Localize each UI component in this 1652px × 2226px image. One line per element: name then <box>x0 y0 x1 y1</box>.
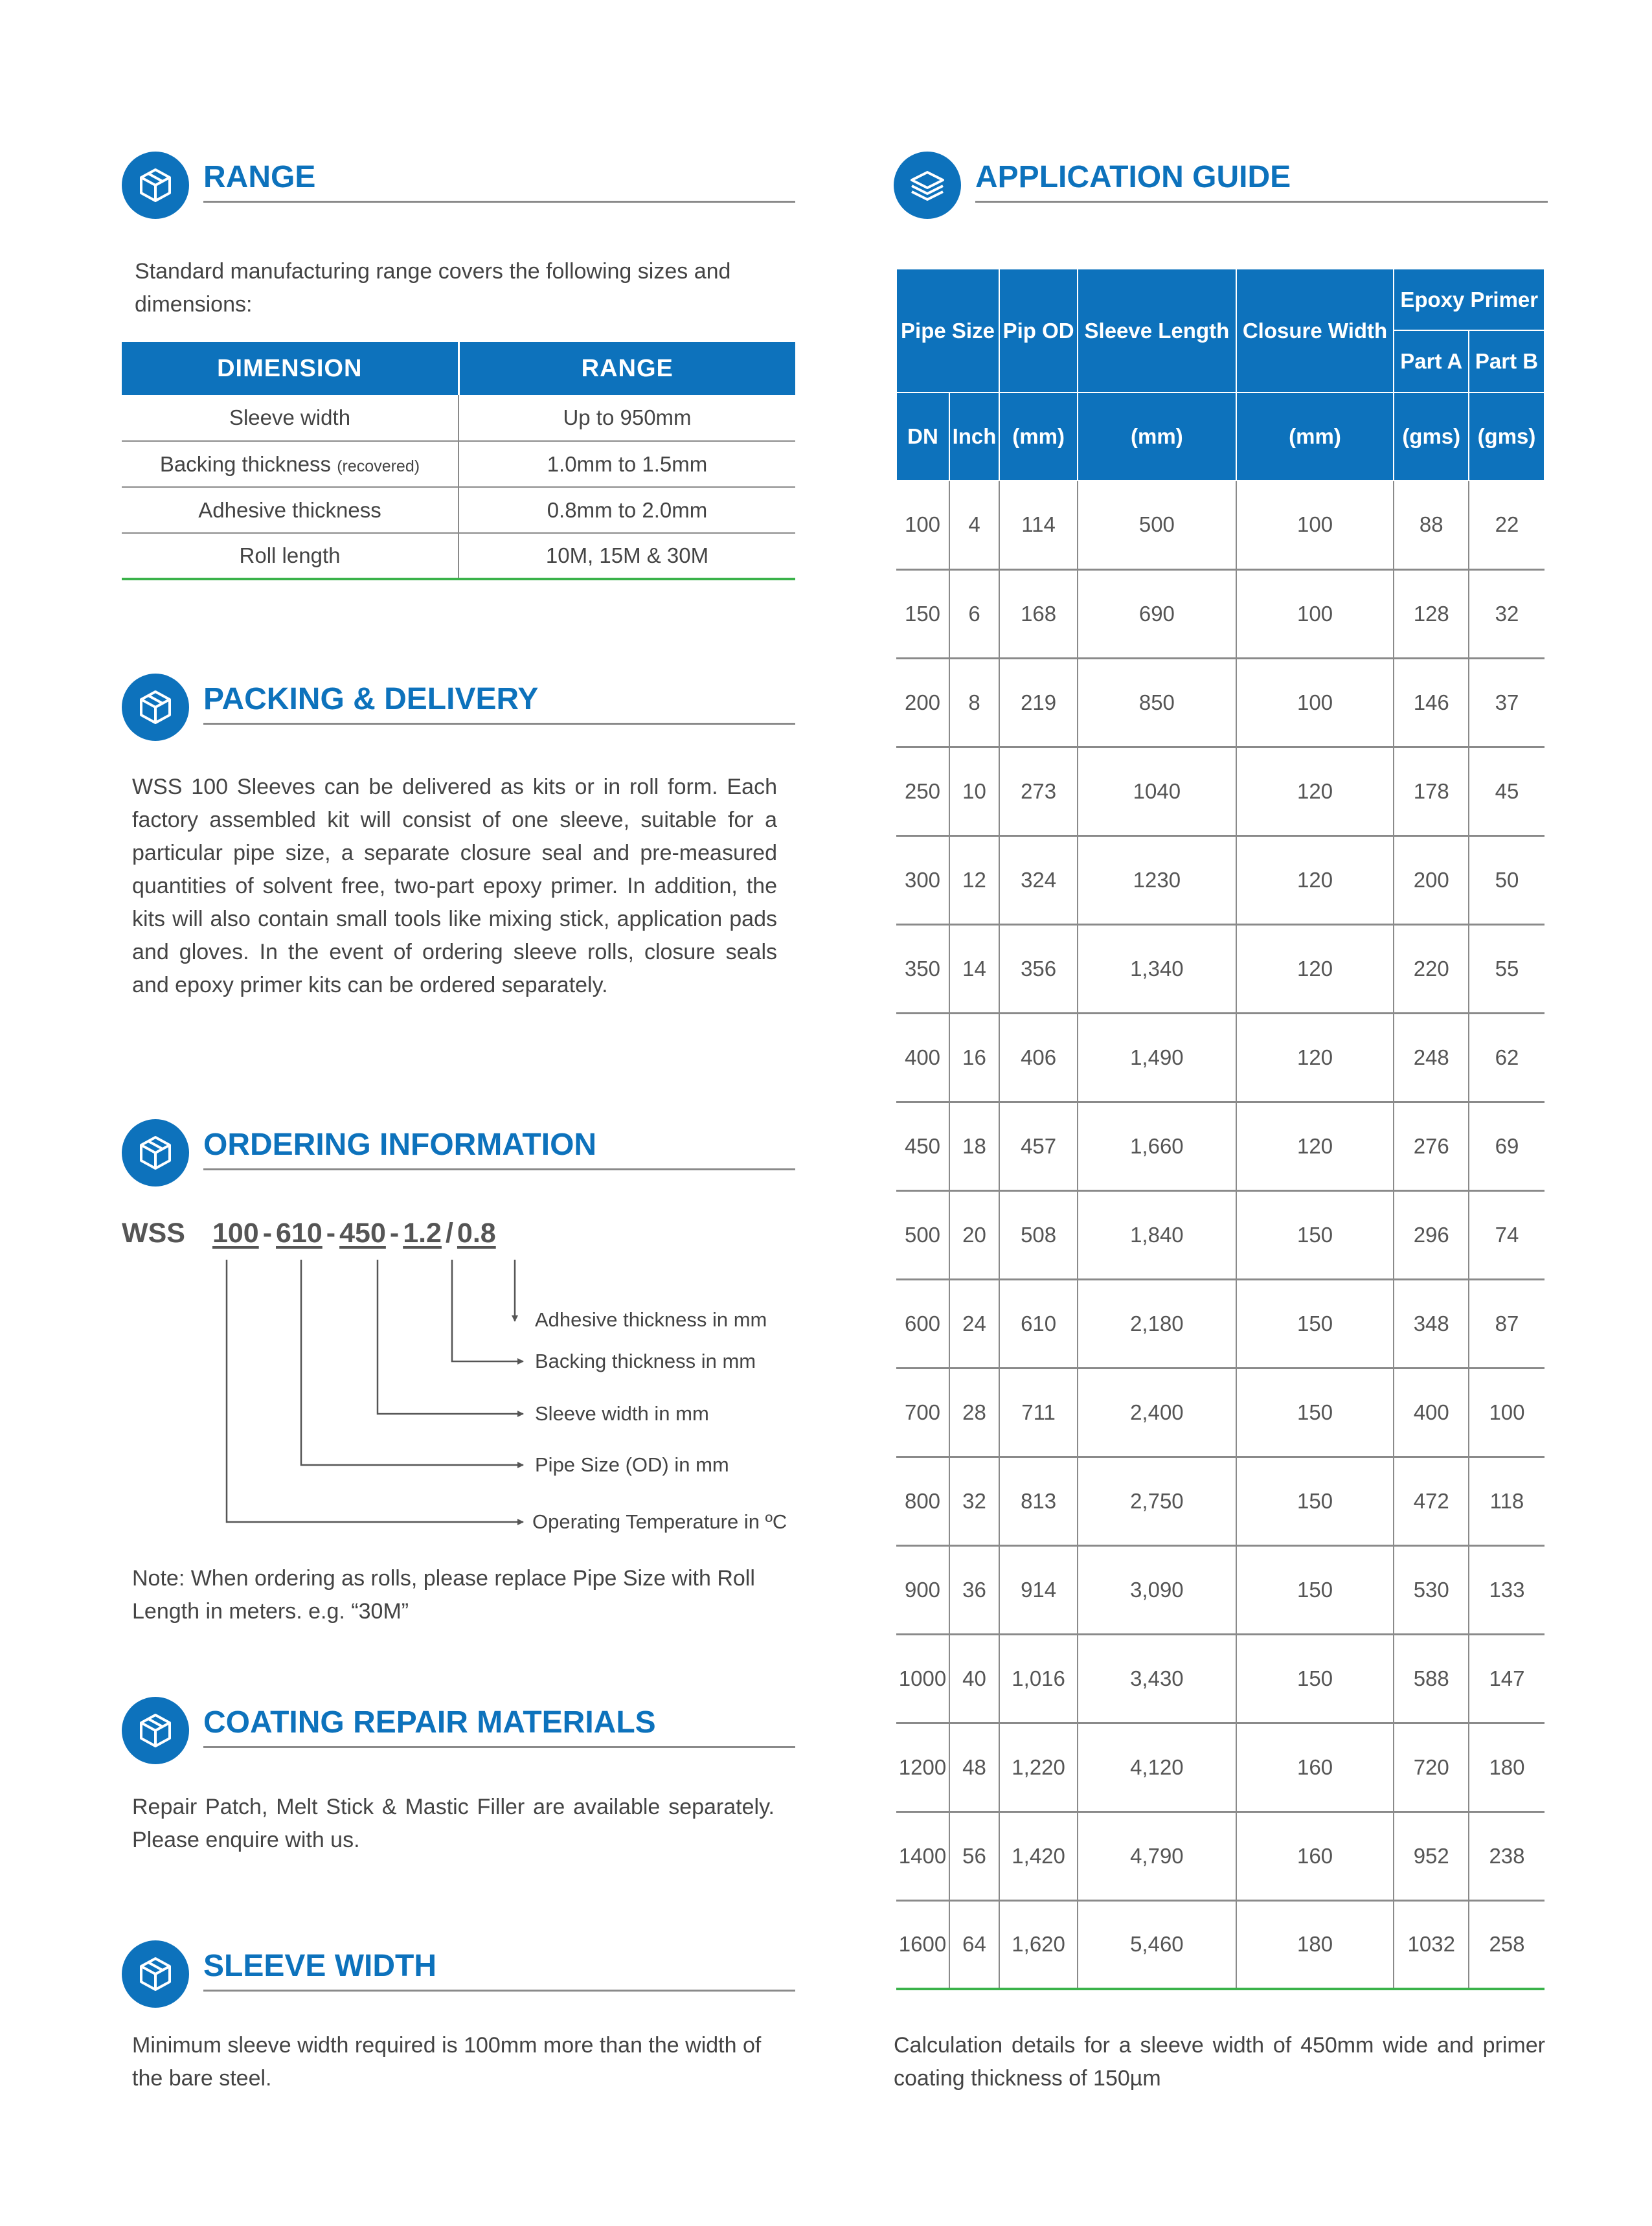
cell-part-b: 118 <box>1469 1457 1545 1545</box>
unit-length-mm: (mm) <box>1078 392 1236 481</box>
cell-closure-width: 120 <box>1236 747 1394 835</box>
cell-inch: 14 <box>949 924 999 1013</box>
cell-part-a: 400 <box>1394 1368 1469 1457</box>
cube-icon <box>122 1697 189 1764</box>
cell-part-b: 22 <box>1469 481 1545 569</box>
cell-closure-width: 160 <box>1236 1723 1394 1811</box>
cell-part-a: 348 <box>1394 1279 1469 1368</box>
cell-part-b: 55 <box>1469 924 1545 1013</box>
table-row <box>122 487 795 533</box>
cell-pip-od: 1,420 <box>999 1811 1078 1900</box>
packing-rule <box>203 723 795 725</box>
cell-pip-od: 508 <box>999 1190 1078 1279</box>
backing-arrow <box>452 1260 523 1361</box>
cell-closure-width: 150 <box>1236 1190 1394 1279</box>
cell-closure-width: 100 <box>1236 569 1394 658</box>
col-epoxy-primer: Epoxy Primer <box>1394 269 1545 330</box>
cell-closure-width: 120 <box>1236 924 1394 1013</box>
table-row <box>896 1368 1545 1457</box>
coating-title: COATING REPAIR MATERIALS <box>203 1705 656 1740</box>
code-sleeve-width: 450 <box>339 1218 386 1249</box>
cell-closure-width: 150 <box>1236 1457 1394 1545</box>
cube-icon <box>122 674 189 741</box>
cell-pip-od: 406 <box>999 1013 1078 1102</box>
cell-sleeve-length: 4,120 <box>1078 1723 1236 1811</box>
cell-part-b: 180 <box>1469 1723 1545 1811</box>
cell-part-b: 238 <box>1469 1811 1545 1900</box>
cell-closure-width: 100 <box>1236 481 1394 569</box>
cell-inch: 56 <box>949 1811 999 1900</box>
unit-od-mm: (mm) <box>999 392 1078 481</box>
cell-dn: 250 <box>896 747 949 835</box>
label-temperature: Operating Temperature in ºC <box>532 1510 787 1533</box>
application-section-header <box>894 152 1548 229</box>
cell-part-b: 45 <box>1469 747 1545 835</box>
cell-part-a: 296 <box>1394 1190 1469 1279</box>
coating-rule <box>203 1746 795 1748</box>
ordering-note: Note: When ordering as rolls, please replace Pipe Size with Roll Length in meters. e.g. “30M” <box>132 1566 755 1624</box>
application-table-body <box>896 481 1545 1989</box>
cell-sleeve-length: 1,490 <box>1078 1013 1236 1102</box>
range-dimension: Roll length <box>122 533 458 579</box>
app-header-row-1 <box>896 269 1545 330</box>
cell-dn: 100 <box>896 481 949 569</box>
range-col-dimension: DIMENSION <box>122 342 458 395</box>
cell-dn: 200 <box>896 658 949 747</box>
cell-pip-od: 1,620 <box>999 1900 1078 1989</box>
code-prefix: WSS <box>122 1218 185 1249</box>
cell-sleeve-length: 850 <box>1078 658 1236 747</box>
cell-dn: 150 <box>896 569 949 658</box>
application-footnote: Calculation details for a sleeve width of 450mm wide and primer coating thickness of 150µm <box>894 2033 1545 2091</box>
table-row <box>896 1634 1545 1723</box>
cell-part-a: 952 <box>1394 1811 1469 1900</box>
cell-dn: 600 <box>896 1279 949 1368</box>
cube-icon <box>122 1940 189 2008</box>
cell-part-b: 37 <box>1469 658 1545 747</box>
table-row <box>896 1279 1545 1368</box>
cell-sleeve-length: 1,660 <box>1078 1102 1236 1190</box>
cell-part-a: 220 <box>1394 924 1469 1013</box>
cell-closure-width: 150 <box>1236 1634 1394 1723</box>
cell-dn: 1000 <box>896 1634 949 1723</box>
table-row <box>896 481 1545 569</box>
sleeve-width-text: Minimum sleeve width required is 100mm more than the width of the bare steel. <box>132 2033 762 2091</box>
cell-part-a: 178 <box>1394 747 1469 835</box>
table-row <box>896 569 1545 658</box>
cell-pip-od: 813 <box>999 1457 1078 1545</box>
cell-part-b: 87 <box>1469 1279 1545 1368</box>
unit-inch: Inch <box>949 392 999 481</box>
label-backing: Backing thickness in mm <box>535 1350 756 1372</box>
cell-part-a: 128 <box>1394 569 1469 658</box>
cell-part-b: 100 <box>1469 1368 1545 1457</box>
cell-sleeve-length: 3,090 <box>1078 1545 1236 1634</box>
table-row <box>122 441 795 487</box>
cell-dn: 500 <box>896 1190 949 1279</box>
application-table <box>896 268 1545 1990</box>
cell-part-a: 200 <box>1394 835 1469 924</box>
packing-section-header <box>122 674 795 751</box>
range-table-header <box>122 342 795 395</box>
cell-inch: 24 <box>949 1279 999 1368</box>
range-value: 1.0mm to 1.5mm <box>458 441 795 487</box>
cell-inch: 40 <box>949 1634 999 1723</box>
cell-part-b: 32 <box>1469 569 1545 658</box>
col-sleeve-length: Sleeve Length <box>1078 269 1236 392</box>
range-value: Up to 950mm <box>458 395 795 441</box>
cell-sleeve-length: 1040 <box>1078 747 1236 835</box>
col-pip-od: Pip OD <box>999 269 1078 392</box>
label-adhesive: Adhesive thickness in mm <box>535 1308 767 1331</box>
application-title: APPLICATION GUIDE <box>975 160 1291 194</box>
sleeve-width-rule <box>203 1990 795 1992</box>
cell-inch: 6 <box>949 569 999 658</box>
col-pipe-size: Pipe Size <box>896 269 999 392</box>
table-row <box>896 924 1545 1013</box>
cell-part-b: 147 <box>1469 1634 1545 1723</box>
cell-sleeve-length: 1230 <box>1078 835 1236 924</box>
cell-sleeve-length: 500 <box>1078 481 1236 569</box>
table-row <box>896 1457 1545 1545</box>
cell-sleeve-length: 2,400 <box>1078 1368 1236 1457</box>
cell-pip-od: 168 <box>999 569 1078 658</box>
code-pipe-size: 610 <box>276 1218 322 1249</box>
cell-dn: 900 <box>896 1545 949 1634</box>
unit-part-a-gms: (gms) <box>1394 392 1469 481</box>
cell-inch: 28 <box>949 1368 999 1457</box>
unit-dn: DN <box>896 392 949 481</box>
cell-dn: 300 <box>896 835 949 924</box>
cell-dn: 450 <box>896 1102 949 1190</box>
pipe-arrow <box>301 1260 523 1465</box>
cell-part-a: 720 <box>1394 1723 1469 1811</box>
col-part-b: Part B <box>1469 330 1545 392</box>
cell-part-a: 1032 <box>1394 1900 1469 1989</box>
cell-closure-width: 160 <box>1236 1811 1394 1900</box>
cube-icon <box>122 152 189 219</box>
cell-closure-width: 120 <box>1236 835 1394 924</box>
sleeve-width-section-header <box>122 1940 795 2018</box>
range-section-header <box>122 152 795 229</box>
coating-section-header <box>122 1697 795 1775</box>
sleeve-arrow <box>378 1260 523 1414</box>
layers-icon <box>894 152 961 219</box>
table-row <box>896 658 1545 747</box>
range-value: 0.8mm to 2.0mm <box>458 487 795 533</box>
cell-part-a: 88 <box>1394 481 1469 569</box>
range-dimension: Sleeve width <box>122 395 458 441</box>
temperature-arrow <box>227 1260 523 1522</box>
unit-part-b-gms: (gms) <box>1469 392 1545 481</box>
cell-sleeve-length: 1,340 <box>1078 924 1236 1013</box>
cell-inch: 18 <box>949 1102 999 1190</box>
table-row <box>896 1811 1545 1900</box>
cell-sleeve-length: 4,790 <box>1078 1811 1236 1900</box>
range-rule <box>203 201 795 203</box>
table-row <box>122 533 795 579</box>
cell-dn: 1400 <box>896 1811 949 1900</box>
cell-closure-width: 100 <box>1236 658 1394 747</box>
cell-sleeve-length: 2,180 <box>1078 1279 1236 1368</box>
table-row <box>896 1013 1545 1102</box>
cell-pip-od: 219 <box>999 658 1078 747</box>
cell-part-a: 146 <box>1394 658 1469 747</box>
cell-part-b: 74 <box>1469 1190 1545 1279</box>
cell-sleeve-length: 3,430 <box>1078 1634 1236 1723</box>
cell-pip-od: 324 <box>999 835 1078 924</box>
range-dimension: Adhesive thickness <box>122 487 458 533</box>
range-col-range: RANGE <box>458 342 795 395</box>
code-temperature: 100 <box>212 1218 259 1249</box>
cell-pip-od: 914 <box>999 1545 1078 1634</box>
cell-pip-od: 610 <box>999 1279 1078 1368</box>
app-header-row-units <box>896 392 1545 481</box>
application-rule <box>975 201 1548 203</box>
cell-part-a: 472 <box>1394 1457 1469 1545</box>
cell-closure-width: 120 <box>1236 1102 1394 1190</box>
ordering-rule <box>203 1168 795 1170</box>
recovered-note: (recovered) <box>337 457 420 475</box>
cell-part-b: 62 <box>1469 1013 1545 1102</box>
cell-inch: 4 <box>949 481 999 569</box>
cell-dn: 700 <box>896 1368 949 1457</box>
table-row <box>122 395 795 441</box>
range-intro: Standard manufacturing range covers the following sizes and dimensions: <box>135 259 731 317</box>
cell-sleeve-length: 2,750 <box>1078 1457 1236 1545</box>
cell-part-b: 50 <box>1469 835 1545 924</box>
cell-part-a: 276 <box>1394 1102 1469 1190</box>
cell-pip-od: 273 <box>999 747 1078 835</box>
cell-inch: 36 <box>949 1545 999 1634</box>
table-row <box>896 1723 1545 1811</box>
cell-part-a: 588 <box>1394 1634 1469 1723</box>
coating-text: Repair Patch, Melt Stick & Mastic Filler are available separately. Please enquire with us. <box>132 1795 775 1852</box>
cell-pip-od: 356 <box>999 924 1078 1013</box>
label-sleeve: Sleeve width in mm <box>535 1402 709 1425</box>
cell-dn: 400 <box>896 1013 949 1102</box>
sleeve-width-title: SLEEVE WIDTH <box>203 1949 437 1983</box>
table-row <box>896 1102 1545 1190</box>
cell-inch: 16 <box>949 1013 999 1102</box>
table-row <box>896 1190 1545 1279</box>
cell-closure-width: 150 <box>1236 1545 1394 1634</box>
cell-sleeve-length: 1,840 <box>1078 1190 1236 1279</box>
label-pipe: Pipe Size (OD) in mm <box>535 1453 729 1476</box>
packing-title: PACKING & DELIVERY <box>203 682 539 716</box>
cell-dn: 1600 <box>896 1900 949 1989</box>
cell-closure-width: 150 <box>1236 1368 1394 1457</box>
cell-part-b: 69 <box>1469 1102 1545 1190</box>
cell-pip-od: 711 <box>999 1368 1078 1457</box>
cell-part-a: 248 <box>1394 1013 1469 1102</box>
ordering-title: ORDERING INFORMATION <box>203 1128 597 1162</box>
cell-inch: 32 <box>949 1457 999 1545</box>
cell-part-a: 530 <box>1394 1545 1469 1634</box>
cell-dn: 800 <box>896 1457 949 1545</box>
cell-part-b: 133 <box>1469 1545 1545 1634</box>
cube-icon <box>122 1119 189 1187</box>
col-closure-width: Closure Width <box>1236 269 1394 392</box>
cell-pip-od: 1,016 <box>999 1634 1078 1723</box>
range-table <box>122 342 795 580</box>
cell-sleeve-length: 690 <box>1078 569 1236 658</box>
cell-closure-width: 150 <box>1236 1279 1394 1368</box>
cell-closure-width: 120 <box>1236 1013 1394 1102</box>
table-row <box>896 835 1545 924</box>
cell-inch: 20 <box>949 1190 999 1279</box>
range-title: RANGE <box>203 160 316 194</box>
table-row <box>896 747 1545 835</box>
order-code: WSS 100 - 610 - 450 - 1.2 / 0.8 <box>122 1218 496 1249</box>
cell-dn: 350 <box>896 924 949 1013</box>
packing-text: WSS 100 Sleeves can be delivered as kits or in roll form. Each factory assembled kit will consist of one sleeve, suitable for a particular pipe size, a separate closure seal and pre-measured quantities of solvent free, two-part epoxy primer. In addition, the kits will also contain small tools like mixing stick, application pads and gloves. In the event of ordering sleeve rolls, closure seals and epoxy primer kits can be ordered separately. <box>132 775 777 997</box>
cell-pip-od: 1,220 <box>999 1723 1078 1811</box>
cell-inch: 12 <box>949 835 999 924</box>
col-part-a: Part A <box>1394 330 1469 392</box>
cell-inch: 10 <box>949 747 999 835</box>
range-value: 10M, 15M & 30M <box>458 533 795 579</box>
unit-width-mm: (mm) <box>1236 392 1394 481</box>
cell-closure-width: 180 <box>1236 1900 1394 1989</box>
code-adhesive: 0.8 <box>457 1218 496 1249</box>
cell-part-b: 258 <box>1469 1900 1545 1989</box>
ordering-section-header <box>122 1119 795 1197</box>
range-dimension: Backing thickness (recovered) <box>122 441 458 487</box>
cell-inch: 48 <box>949 1723 999 1811</box>
cell-dn: 1200 <box>896 1723 949 1811</box>
cell-inch: 8 <box>949 658 999 747</box>
code-backing: 1.2 <box>403 1218 442 1249</box>
cell-pip-od: 457 <box>999 1102 1078 1190</box>
cell-pip-od: 114 <box>999 481 1078 569</box>
cell-sleeve-length: 5,460 <box>1078 1900 1236 1989</box>
table-row <box>896 1545 1545 1634</box>
cell-inch: 64 <box>949 1900 999 1989</box>
table-row <box>896 1900 1545 1989</box>
